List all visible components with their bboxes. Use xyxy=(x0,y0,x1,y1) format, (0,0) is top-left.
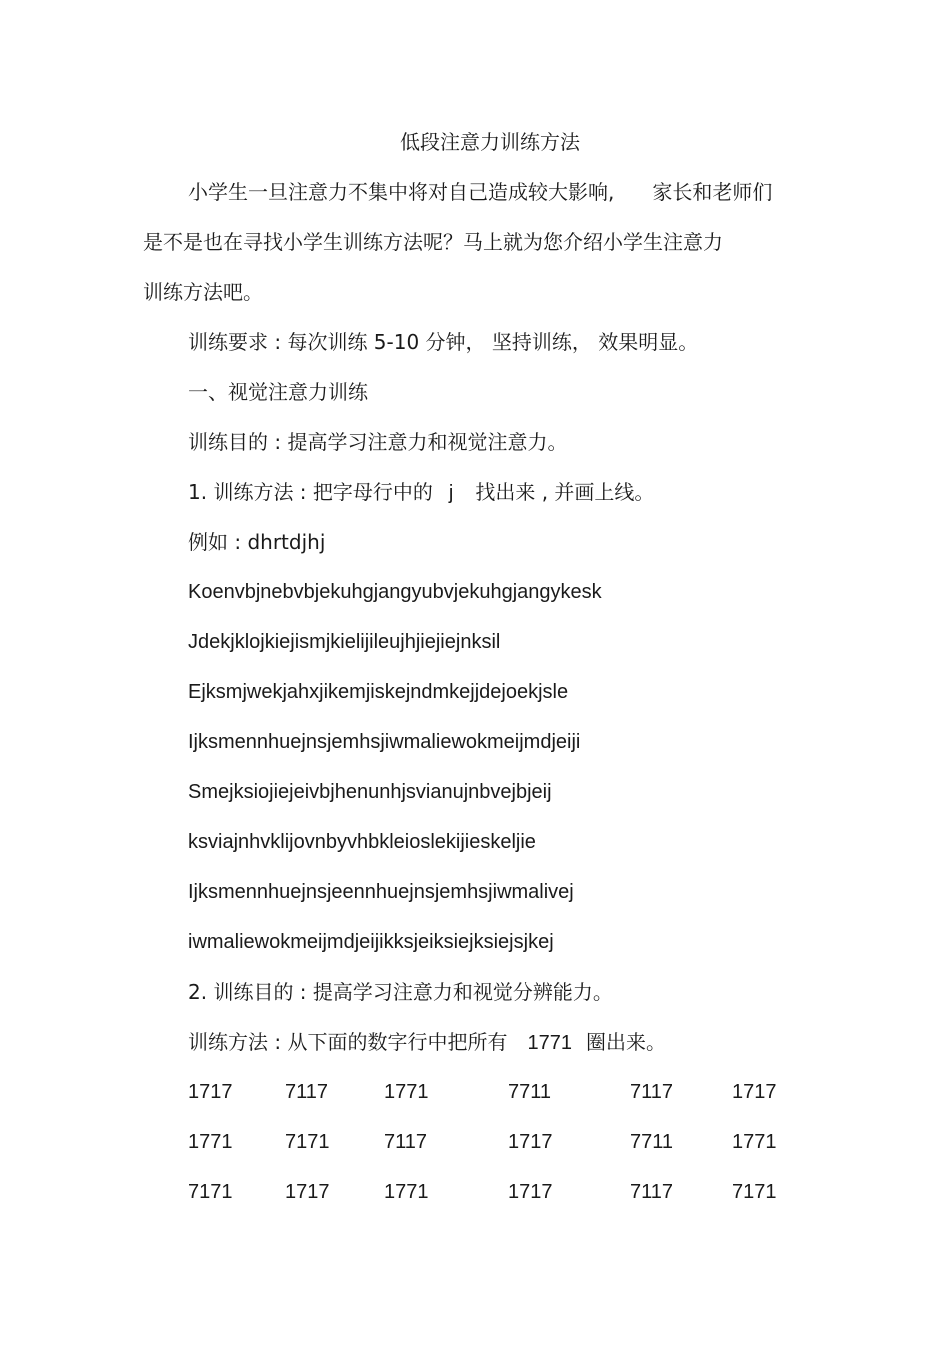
section2-method xyxy=(188,1030,666,1055)
number-cell: 7171 xyxy=(285,1131,330,1153)
number-cell: 1717 xyxy=(188,1081,233,1103)
letter-row: Ejksmjwekjahxjikemjiskejndmkejjdejoekjsle xyxy=(188,681,569,703)
letter-row: Smejksiojiejeivbjhenunhjsvianujnbvejbjeij xyxy=(188,781,552,803)
number-cell: 7117 xyxy=(384,1131,428,1153)
section1-example: 例如 : dhrtdjhj xyxy=(188,530,326,554)
method-letter: j xyxy=(448,482,454,504)
method2-text-b: 圈出来。 xyxy=(585,1030,666,1054)
section2-goal: 2. 训练目的 : 提高学习注意力和视觉分辨能力。 xyxy=(188,980,613,1004)
number-cell: 1717 xyxy=(732,1081,777,1103)
number-cell: 1771 xyxy=(384,1081,429,1103)
number-cell: 1717 xyxy=(508,1181,553,1203)
method-text-b: 找出来 , 并画上线。 xyxy=(475,480,655,504)
number-cell: 7711 xyxy=(630,1131,674,1153)
number-cell: 7711 xyxy=(508,1081,552,1103)
letter-row: Koenvbjnebvbjekuhgjangyubvjekuhgjangykesk xyxy=(188,581,602,603)
section1-goal: 训练目的 : 提高学习注意力和视觉注意力。 xyxy=(188,430,568,454)
intro-text-a: 小学生一旦注意力不集中将对自己造成较大影响, xyxy=(188,180,615,204)
number-cell: 1717 xyxy=(285,1181,330,1203)
section1-method xyxy=(188,480,654,505)
number-cell: 7117 xyxy=(285,1081,329,1103)
section1-heading: 一、视觉注意力训练 xyxy=(188,380,368,404)
method-text-a: 1. 训练方法 : 把字母行中的 xyxy=(188,480,433,504)
letter-row: Ijksmennhuejnsjeennhuejnsjemhsjiwmalivej xyxy=(188,881,574,903)
intro-line-1 xyxy=(188,180,772,204)
training-requirement: 训练要求 : 每次训练 5-10 分钟， 坚持训练， 效果明显。 xyxy=(188,330,699,354)
letter-row: ksviajnhvklijovnbyvhbkleioslekijieskeljie xyxy=(188,831,536,853)
number-cell: 1717 xyxy=(508,1131,553,1153)
intro-line-2: 是不是也在寻找小学生训练方法呢？马上就为您介绍小学生注意力 xyxy=(143,230,723,254)
intro-line-3: 训练方法吧。 xyxy=(143,280,263,304)
page-title: 低段注意力训练方法 xyxy=(400,130,580,154)
target-number: 1771 xyxy=(527,1032,572,1054)
method2-text-a: 训练方法 : 从下面的数字行中把所有 xyxy=(188,1030,508,1054)
number-cell: 7171 xyxy=(188,1181,233,1203)
number-cell: 7117 xyxy=(630,1081,674,1103)
letter-row: Ijksmennhuejnsjemhsjiwmaliewokmeijmdjeiji xyxy=(188,731,581,753)
number-cell: 1771 xyxy=(188,1131,233,1153)
number-cell: 1771 xyxy=(732,1131,777,1153)
number-cell: 7171 xyxy=(732,1181,777,1203)
number-cell: 1771 xyxy=(384,1181,429,1203)
letter-row: iwmaliewokmeijmdjeijikksjeiksiejksiejsjkej xyxy=(188,931,554,953)
number-cell: 7117 xyxy=(630,1181,674,1203)
intro-text-b: 家长和老师们 xyxy=(652,180,773,204)
letter-row: Jdekjklojkiejismjkielijileujhjiejiejnksil xyxy=(188,631,501,653)
